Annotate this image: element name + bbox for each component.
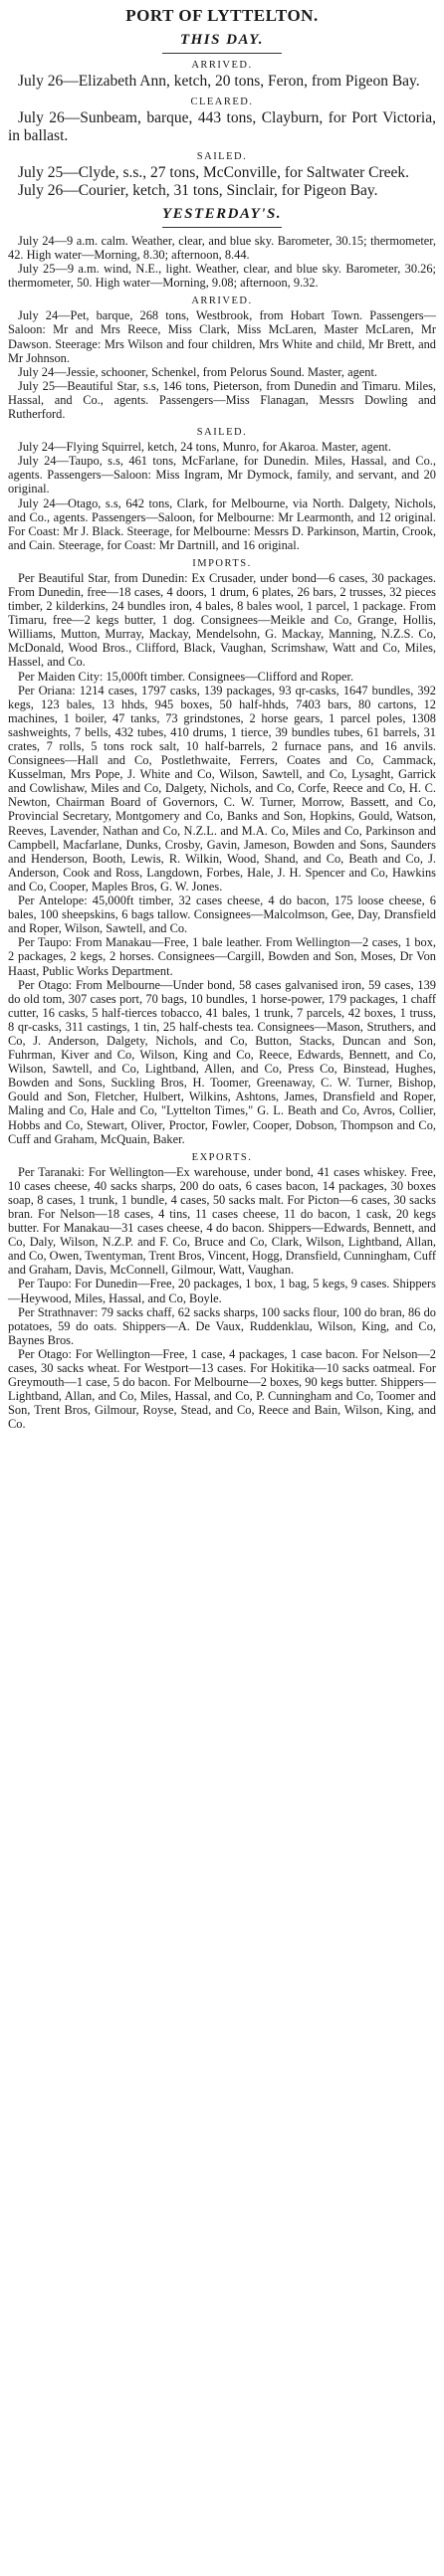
this-day-sailed-heading: SAILED. — [196, 151, 248, 162]
export-entry: Per Otago: For Wellington—Free, 1 case, 4 packages, 1 case bacon. For Nelson—2 cases, 30 sacks wheat. For Westport—13 cases. For Hokitika—10 sacks oatmeal. For Greymouth—1 case, 5 do bacon. For Melbourne—2 boxes, 90 kegs butter. Shippers—Lightband, Allan, and Co, Miles, Hassal, and Co, P. Cunningham and Co, Toomer and Son, Trent Bros, Gilmour, Royse, Stead, and Co, Reece and Bain, Wilson, King, and Co. — [8, 1346, 436, 1432]
import-entry: Per Antelope: 45,000ft timber, 32 cases cheese, 4 do bacon, 175 loose cheese, 6 bales, 100 sheepskins, 6 bags tallow. Consignees—Malcolmson, Gee, Day, Dransfield and Roper, Wilson, Sawtell, and Co. — [8, 893, 436, 936]
import-entry: Per Maiden City: 15,000ft timber. Consignees—Clifford and Roper. — [18, 669, 354, 684]
weather-entry: July 25—9 a.m. wind, N.E., light. Weather, clear, and blue sky. Barometer, 30.26; thermometer, 50. High water—Morning, 9.08; afternoon, 9.32. — [8, 262, 436, 291]
import-entry: Per Otago: From Melbourne—Under bond, 58 cases galvanised iron, 59 cases, 139 do old tom, 307 cases port, 70 bags, 10 bundles, 1 horse-power, 179 packages, 1 chaff cutter, 16 casks, 5 half-tierces tobacco, 41 bales, 1 trunk, 7 parcels, 42 boxes, 1 truss, 8 qr-casks, 311 castings, 1 tin, 25 half-chests tea. Consignees—Mason, Struthers, and Co, J. Anderson, Dalgety, Nichols, and Co, Button, Stacks, Duncan and Son, Fuhrman, Kiver and Co, Wilson, King and Co, Reece, Edwards, Bennett, and Co, Wilson, Sawtell, and Co, Lightband, Allen, and Co, Press Co, Binstead, Hughes, Bowden and Sons, Suckling Bros, H. Toomer, Greenaway, C. W. Turner, Bishop, Gould and Son, Fletcher, Hulbert, Wilkins, Ashtons, James, Dransfield and Roper, Maling and Co, Hale and Co, "Lyttelton Times," G. L. Beath and Co, Avros, Collier, Hobbs and Co, Stewart, Oliver, Proctor, Fowler, Cooper, Dobson, Thompson and Co, Cuff and Graham, McQuain, Baker. — [8, 977, 436, 1146]
import-entry: Per Taupo: From Manakau—Free, 1 bale leather. From Wellington—2 cases, 1 box, 2 packages, 2 kegs, 2 horses. Consignees—Cargill, Bowden and Son, Moses, Dr Von Haast, Public Works Department. — [8, 935, 436, 978]
this-day-arrived-entry: July 26—Elizabeth Ann, ketch, 20 tons, Feron, from Pigeon Bay. — [18, 73, 420, 90]
export-entry: Per Taranaki: For Wellington—Ex warehouse, under bond, 41 cases whiskey. Free, 10 cases cheese, 40 sacks sharps, 200 do oats, 6 cases bacon, 14 packages, 30 boxes soap, 8 cases, 1 trunk, 1 bundle, 4 cases, 50 sacks malt. For Picton—6 cases, 30 sacks bran. For Nelson—18 cases, 4 tins, 11 cases cheese, 11 do bacon, 1 cask, 20 kegs butter. For Manakau—31 cases cheese, 4 do bacon. Shippers—Edwards, Bennett, and Co, Daly, Wilson, N.Z.P. and F. Co, Bruce and Co, Clark, Wilson, Lightband, Allan, and Co, Owen, Twentyman, Trent Bros, Vincent, Hogg, Dransfield, Cunningham, Cuff and Graham, Davis, McConnell, Gilmour, Watt, Vaughan. — [8, 1164, 436, 1278]
arrived-entry: July 24—Pet, barque, 268 tons, Westbrook, from Hobart Town. Passengers—Saloon: Mr and Mrs Reece, Miss Clark, Miss McLaren, Master McLaren, Mr Dawson. Steerage: Mrs Wilson and four children, Mrs White and child, Mr Brett, and Mr Johnson. — [8, 308, 436, 365]
export-entry: Per Taupo: For Dunedin—Free, 20 packages, 1 box, 1 bag, 5 kegs, 9 cases. Shippers—Heywood, Miles, Hassal, and Co, Boyle. — [8, 1277, 436, 1305]
yesterdays-sailed-heading: SAILED. — [196, 427, 248, 439]
divider — [162, 227, 282, 228]
masthead: PORT OF LYTTELTON. — [125, 6, 319, 25]
import-entry: Per Oriana: 1214 cases, 1797 casks, 139 packages, 93 qr-casks, 1647 bundles, 392 kegs, 123 bales, 13 hhds, 945 boxes, 50 half-hhds, 7403 bars, 80 cartons, 12 machines, 1 boiler, 47 tanks, 73 grindstones, 2 horse gears, 1 parcel poles, 1308 sashweights, 7 bells, 432 tubes, 410 drums, 1 tierce, 39 bundles tubes, 61 barrels, 31 crates, 7 rolls, 5 tons rock salt, 10 half-barrels, 2 furnace pans, and 16 anvils. Consignees—Hall and Co, Postlethwaite, Ferrers, Coates and Co, Cammack, Kusselman, Mrs Pope, J. White and Co, Wilson, Sawtell, and Co, Lysaght, Garrick and Cowlishaw, Miles and Co, Dalgety, Nichols, and Co, Corfe, Reece and Co, H. C. Newton, Chairman Board of Governors, C. W. Turner, Morrow, Bassett, and Co, Provincial Secretary, Montgomery and Co, Banks and Son, Hopkins, Gould, Watson, Reeves, Lavender, Nathan and Co, N.Z.L. and M.A. Co, Miles and Co, Parkinson and Campbell, Macfarlane, Dunks, Crosby, Gavin, Jameson, Bowden and Sons, Saunders and Henderson, Booth, Lewis, R. Wilkin, Wood, Shand, and Co, Beath and Co, J. Anderson, Cook and Ross, Langdown, Forbes, Hale, J. H. Spencer and Co, Hawkins and Co, Cooper, Maples Bros, G. W. Jones. — [8, 683, 436, 893]
yesterdays-arrived-heading: ARRIVED. — [191, 296, 253, 307]
sailed-entry: July 24—Flying Squirrel, ketch, 24 tons, Munro, for Akaroa. Master, agent. — [18, 440, 391, 455]
export-entry: Per Strathnaver: 79 sacks chaff, 62 sacks sharps, 100 sacks flour, 100 do bran, 86 do potatoes, 59 do oats. Shippers—A. De Vaux, Ruddenklau, Wilson, King, and Co, Baynes Bros. — [8, 1304, 436, 1347]
divider — [162, 53, 282, 54]
arrived-entry: July 24—Jessie, schooner, Schenkel, from Pelorus Sound. Master, agent. — [18, 364, 378, 379]
sailed-entry: July 24—Taupo, s.s, 461 tons, McFarlane, for Dunedin. Miles, Hassal, and Co., agents. Passengers—Saloon: Miss Ingram, Mr Dymock, family, and servant, and 20 original. — [8, 454, 436, 496]
this-day-arrived-heading: ARRIVED. — [191, 60, 253, 71]
this-day-cleared-entry: July 26—Sunbeam, barque, 443 tons, Clayburn, for Port Victoria, in ballast. — [8, 109, 436, 144]
sailed-entry: July 24—Otago, s.s, 642 tons, Clark, for Melbourne, via North. Dalgety, Nichols, and Co., agents. Passengers—Saloon, for Melbourne: Mr Learmonth, and 12 original. For Coast: Mr J. Black. Steerage, for Melbourne: Messrs D. Parkinson, Martin, Crook, and Cain. Steerage, for Coast: Mr Dartnill, and 16 original. — [8, 495, 436, 552]
exports-heading: EXPORTS. — [191, 1151, 253, 1163]
weather-entry: July 24—9 a.m. calm. Weather, clear, and blue sky. Barometer, 30.15; thermometer, 42. High water—Morning, 8.30; afternoon, 8.44. — [8, 234, 436, 263]
this-day-cleared-heading: CLEARED. — [190, 97, 254, 107]
imports-heading: IMPORTS. — [192, 557, 252, 569]
this-day-sailed-entry: July 26—Courier, ketch, 31 tons, Sinclair, for Pigeon Bay. — [18, 182, 378, 199]
this-day-sailed-entry: July 25—Clyde, s.s., 27 tons, McConville, for Saltwater Creek. — [18, 164, 410, 181]
import-entry: Per Beautiful Star, from Dunedin: Ex Crusader, under bond—6 cases, 30 packages. From Dunedin, free—18 cases, 4 doors, 1 drum, 6 plates, 26 bars, 2 trusses, 32 pieces timber, 2 kilderkins, 24 bundles iron, 4 bales, 8 bales wool, 1 parcel, 1 package. From Timaru, free—2 kegs butter, 1 dog. Consignees—Meikle and Co, Grange, Hollis, Williams, Mutton, Murray, Mackay, Mendelsohn, G. Mackay, Manning, N.Z.S. Co, McDonald, Wood Bros., Clifford, Black, Vaughan, Scrimshaw, Watt and Co, Miles, Hassel, and Co. — [8, 570, 436, 670]
yesterdays-title: YESTERDAY'S. — [161, 206, 283, 222]
arrived-entry: July 25—Beautiful Star, s.s, 146 tons, Pieterson, from Dunedin and Timaru. Miles, Hassal, and Co., agents. Passengers—Miss Flanagan, Messrs Dowling and Rutherford. — [8, 378, 436, 422]
this-day-title: THIS DAY. — [179, 32, 265, 48]
